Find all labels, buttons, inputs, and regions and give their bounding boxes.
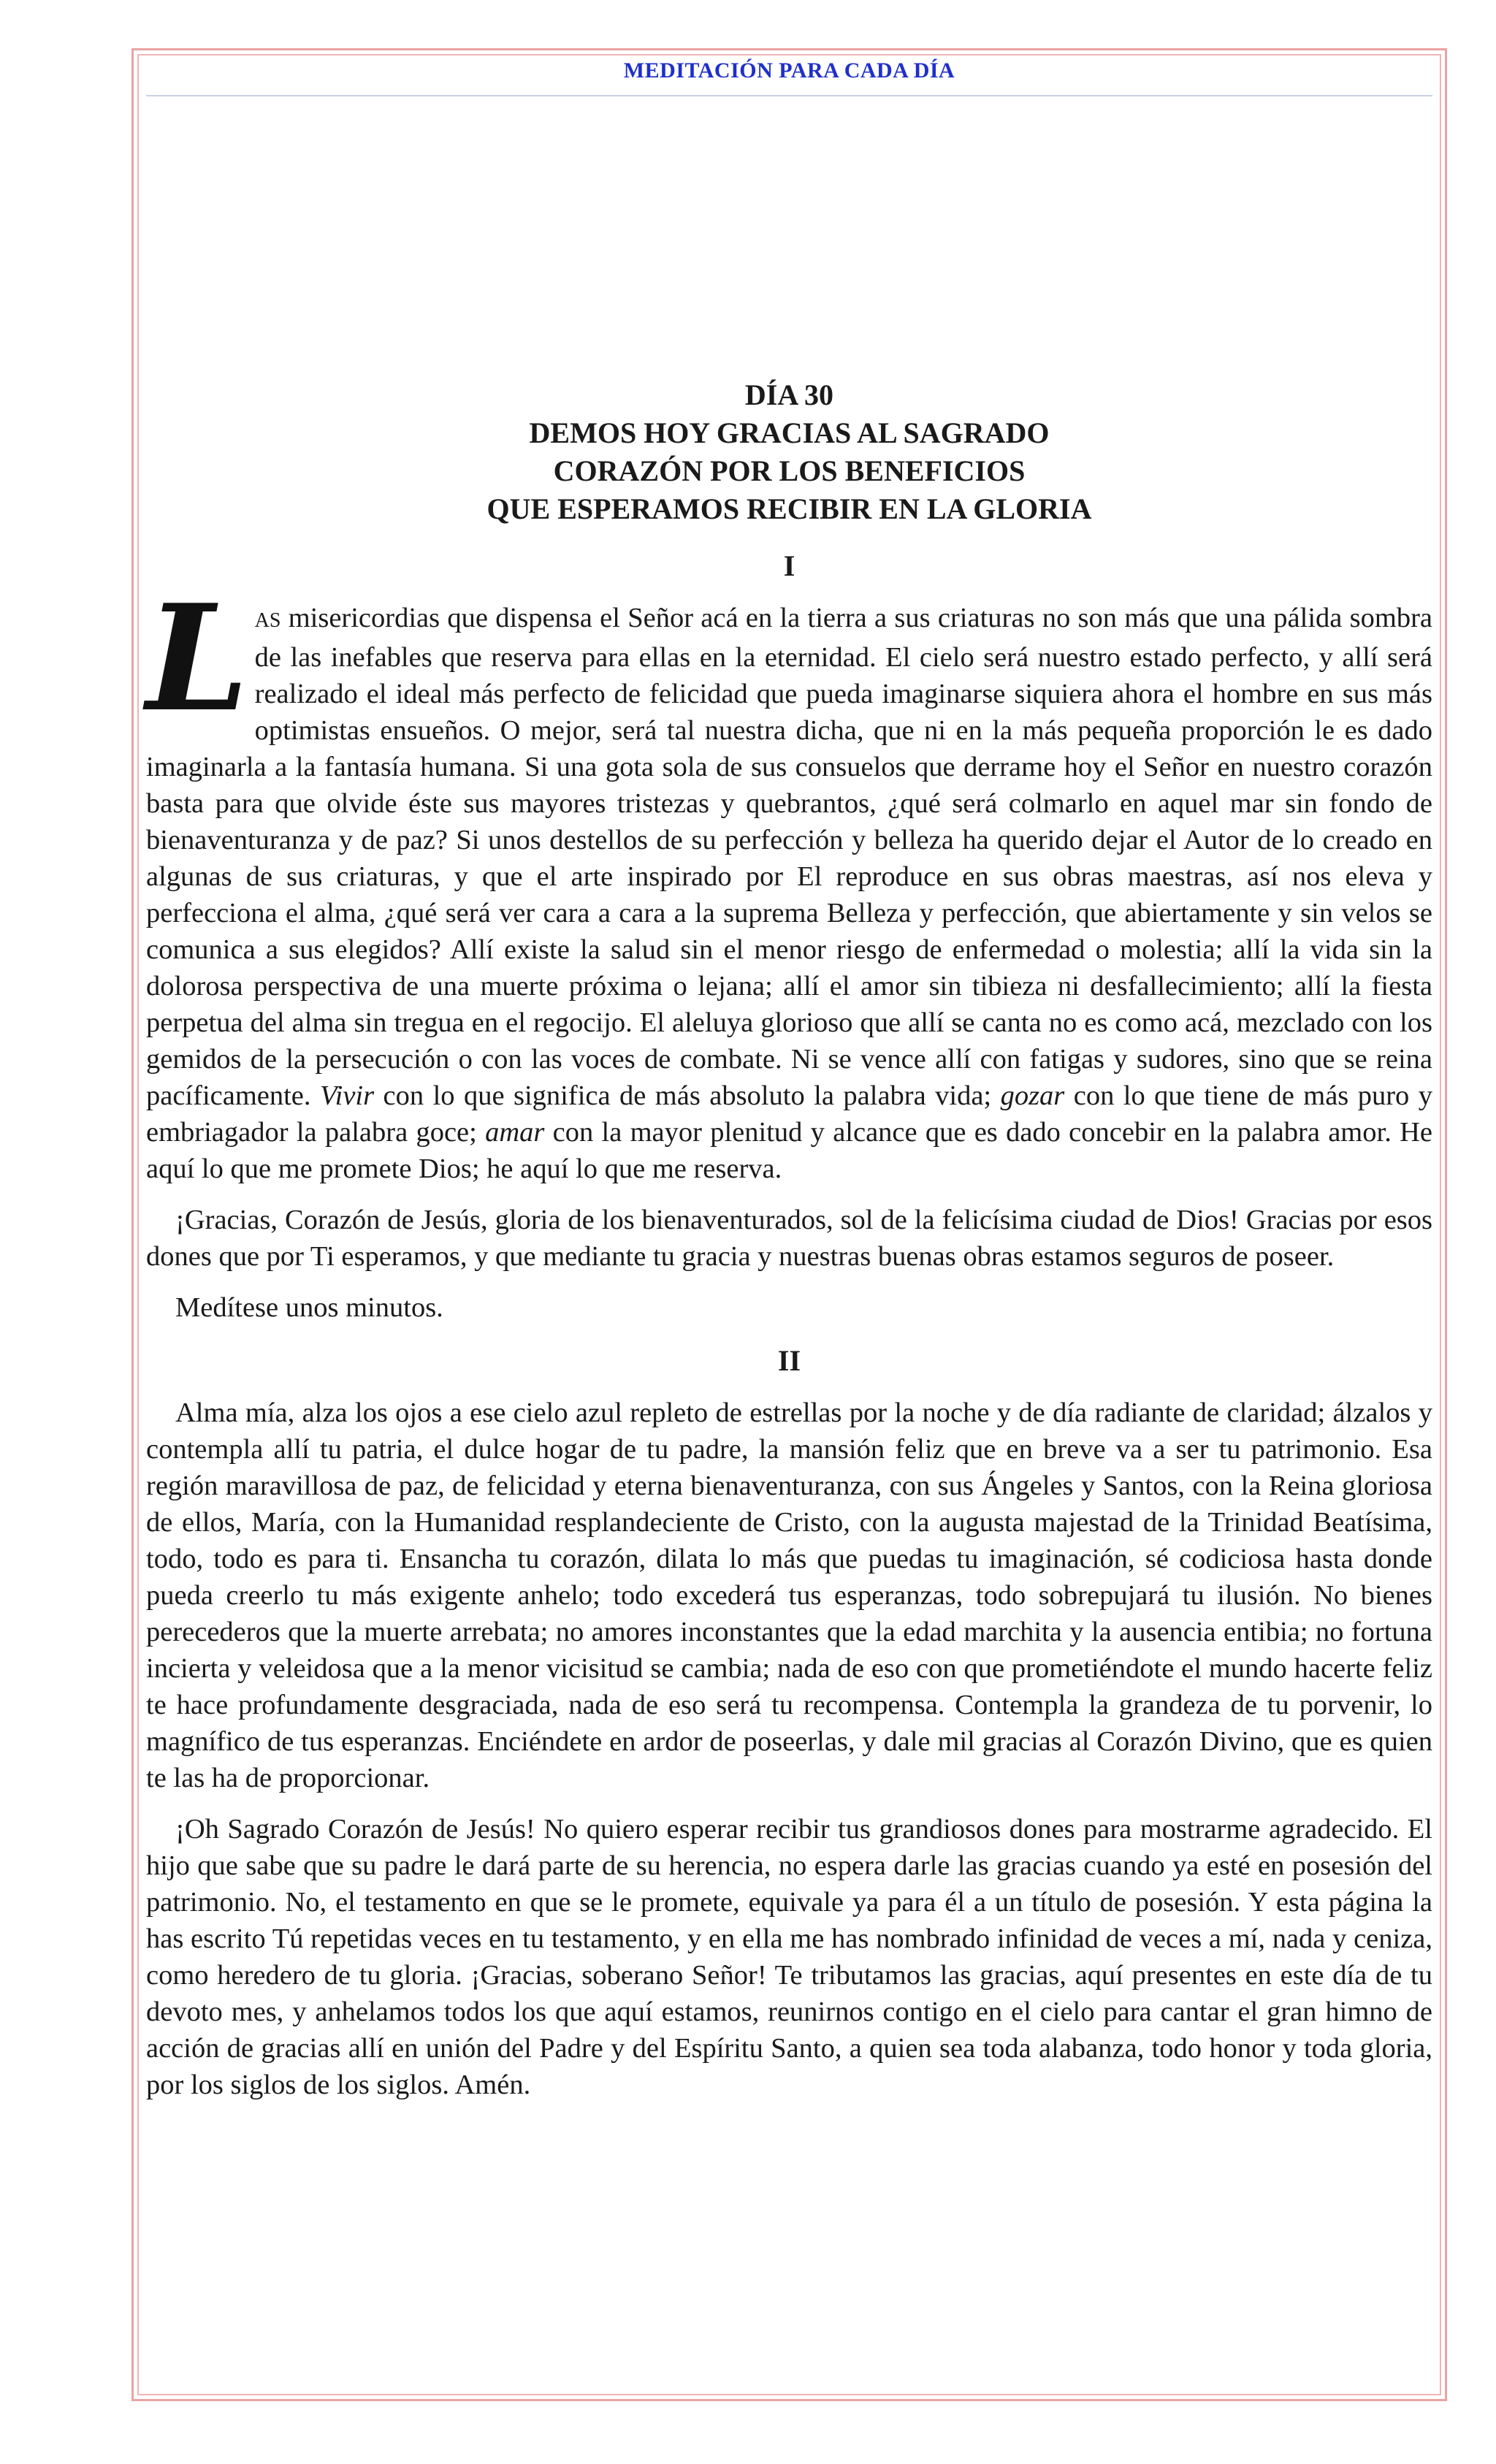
emphasis-gozar: gozar — [1000, 1080, 1065, 1111]
section-number-1: I — [783, 549, 795, 582]
paragraph-text: con lo que significa de más absoluto la palabra vida; — [374, 1080, 1001, 1111]
drop-cap-rest: AS — [254, 609, 281, 632]
title-line-4: QUE ESPERAMOS RECIBIR EN LA GLORIA — [486, 492, 1092, 525]
title-line-2: DEMOS HOY GRACIAS AL SAGRADO — [529, 416, 1050, 449]
section-number-2: II — [777, 1344, 801, 1377]
section1-instruction: Medítese unos minutos. — [175, 1292, 443, 1323]
page-content — [146, 376, 1432, 2103]
section2-paragraph-1: Alma mía, alza los ojos a ese cielo azul repleto de estrellas por la noche y de día radiante de claridad; álzalos y contempla allí tu patria, el dulce hogar de tu padre, la mansión feliz que en breve va a ser tu patrimonio. Esa región maravillosa de paz, de felicidad y eterna bienaventuranza, con sus Ángeles y Santos, con la Reina gloriosa de ellos, María, con la Humanidad resplandeciente de Cristo, con la augusta majestad de la Trinidad Beatísima, todo, todo es para ti. Ensancha tu corazón, dilata lo más que puedas tu imaginación, sé codiciosa hasta donde pueda creerlo tu más exigente anhelo; todo excederá tus esperanzas, todo sobrepujará tu ilusión. No bienes perecederos que la muerte arrebata; no amores inconstantes que la edad marchita y la ausencia entibia; no fortuna incierta y veleidosa que a la menor vicisitud se cambia; nada de eso con que prometiéndote el mundo hacerte feliz te hace profundamente desgraciada, nada de eso será tu recompensa. Contempla la grandeza de tu porvenir, lo magnífico de tus esperanzas. Enciéndete en ardor de poseerlas, y dale mil gracias al Corazón Divino, que es quien te las ha de proporcionar. — [146, 1397, 1432, 1793]
emphasis-amar: amar — [485, 1117, 545, 1148]
paragraph-text: con la mayor plenitud y alcance que es dado concebir en la palabra amor. He aquí lo que me promete Dios; he aquí lo que me reserva. — [146, 1117, 1432, 1184]
title-line-3: CORAZÓN POR LOS BENEFICIOS — [553, 454, 1026, 487]
drop-cap-letter: L — [146, 573, 249, 744]
paragraph-text: misericordias que dispensa el Señor acá en la tierra a sus criaturas no son más que una pálida sombra de las inefables que reserva para ellas en la eternidad. El cielo será nuestro estado perfecto, y allí será realizado el ideal más perfecto de felicidad que pueda imaginarse siquiera ahora el hombre en sus más optimistas ensueños. O mejor, será tal nuestra dicha, que ni en la más pequeña proporción le es dado imaginarla a la fantasía humana. Si una gota sola de sus consuelos que derrame hoy el Señor en nuestro corazón basta para que olvide éste sus mayores tristezas y quebrantos, ¿qué será colmarlo en aquel mar sin fondo de bienaventuranza y de paz? Si unos destellos de su perfección y belleza ha querido dejar el Autor de lo creado en algunas de sus criaturas, y que el arte inspirado por El reproduce en sus obras maestras, así nos eleva y perfecciona el alma, ¿qué será ver cara a cara a la suprema Belleza y perfección, que abiertamente y sin velos se comunica a sus elegidos? Allí existe la salud sin el menor riesgo de enfermedad o molestia; allí la vida sin la dolorosa perspectiva de una muerte próxima o lejana; allí el amor sin tibieza ni desfallecimiento; allí la fiesta perpetua del alma sin tregua en el regocijo. El aleluya glorioso que allí se canta no es como acá, mezclado con los gemidos de la persecución o con las voces de combate. Ni se vence allí con fatigas y sudores, sino que se reina pacíficamente. — [146, 603, 1432, 1111]
header-divider — [146, 95, 1432, 96]
running-header: MEDITACIÓN PARA CADA DÍA — [623, 58, 955, 83]
paragraph-text: con lo que tiene de más puro y embriagador la palabra goce; — [146, 1080, 1432, 1148]
title-line-day: DÍA 30 — [744, 378, 834, 411]
emphasis-vivir: Vivir — [319, 1080, 375, 1111]
chapter-title — [146, 376, 1432, 528]
section1-paragraph-2: ¡Gracias, Corazón de Jesús, gloria de los bienaventurados, sol de la felicísima ciudad de Dios! Gracias por esos dones que por Ti esperamos, y que mediante tu gracia y nuestras buenas obras estamos seguros de poseer. — [146, 1205, 1432, 1272]
section2-paragraph-2: ¡Oh Sagrado Corazón de Jesús! No quiero esperar recibir tus grandiosos dones para mostrarme agradecido. El hijo que sabe que su padre le dará parte de su herencia, no espera darle las gracias cuando ya esté en posesión del patrimonio. No, el testamento en que se le promete, equivale ya para él a un título de posesión. Y esta página la has escrito Tú repetidas veces en tu testamento, y en ella me has nombrado infinidad de veces a mí, nada y ceniza, como heredero de tu gloria. ¡Gracias, soberano Señor! Te tributamos las gracias, aquí presentes en este día de tu devoto mes, y anhelamos todos los que aquí estamos, reunirnos contigo en el cielo para cantar el gran himno de acción de gracias allí en unión del Padre y del Espíritu Santo, a quien sea toda alabanza, todo honor y toda gloria, por los siglos de los siglos. Amén. — [146, 1814, 1432, 2100]
section1-paragraph-1 — [146, 573, 1432, 1187]
